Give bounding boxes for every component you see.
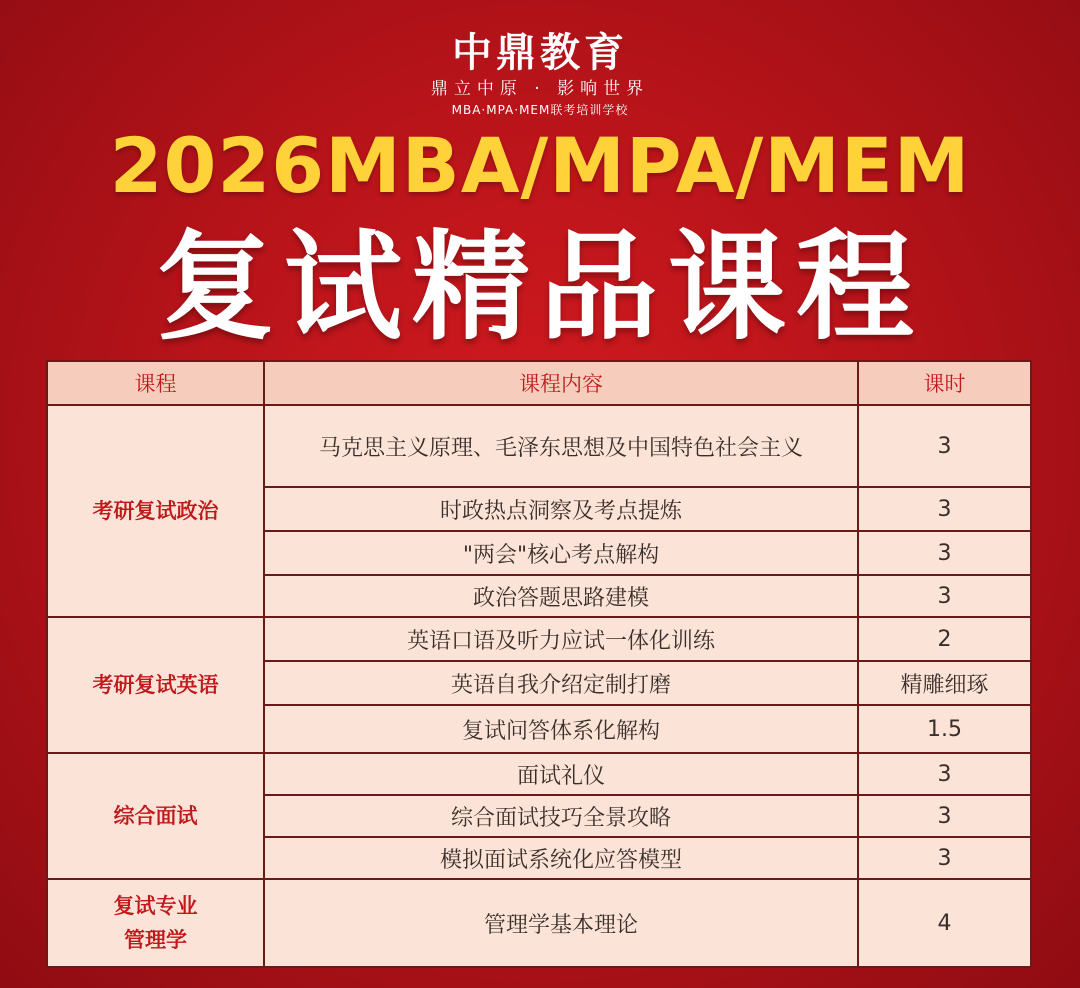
header-course: 课程 (47, 361, 264, 405)
content-cell: 英语自我介绍定制打磨 (264, 661, 858, 705)
hours-cell: 3 (858, 575, 1031, 617)
hours-cell: 2 (858, 617, 1031, 661)
content-cell: 政治答题思路建模 (264, 575, 858, 617)
hours-cell: 3 (858, 795, 1031, 837)
table-row (47, 879, 1031, 967)
content-cell: 面试礼仪 (264, 753, 858, 795)
brand-slogan: 鼎立中原 · 影响世界 (430, 79, 650, 99)
category-cell: 综合面试 (47, 753, 264, 879)
page-title-course: 复试精品课程 (155, 218, 924, 356)
content-cell: 时政热点洞察及考点提炼 (264, 487, 858, 531)
hours-cell: 1.5 (858, 705, 1031, 753)
hours-cell: 3 (858, 405, 1031, 487)
hours-cell: 3 (858, 837, 1031, 879)
hours-cell: 4 (858, 879, 1031, 967)
category-cell (47, 879, 264, 967)
brand-subtitle: MBA·MPA·MEM联考培训学校 (451, 103, 629, 117)
hours-cell: 精雕细琢 (858, 661, 1031, 705)
table-row (47, 405, 1031, 487)
course-table (46, 360, 1032, 968)
content-cell: 综合面试技巧全景攻略 (264, 795, 858, 837)
page-title-programs: 2026MBA/MPA/MEM (109, 121, 971, 210)
category-line-1: 复试专业 (113, 894, 198, 918)
category-line-2: 管理学 (124, 928, 187, 952)
hours-cell: 3 (858, 531, 1031, 575)
content-cell: 管理学基本理论 (264, 879, 858, 967)
header-hours: 课时 (858, 361, 1031, 405)
table-row (47, 617, 1031, 661)
content-cell: 复试问答体系化解构 (264, 705, 858, 753)
brand-header (0, 30, 1080, 118)
category-cell: 考研复试政治 (47, 405, 264, 617)
content-cell: "两会"核心考点解构 (264, 531, 858, 575)
header-content: 课程内容 (264, 361, 858, 405)
content-cell: 模拟面试系统化应答模型 (264, 837, 858, 879)
brand-name: 中鼎教育 (452, 30, 628, 76)
table-header-row (47, 361, 1031, 405)
category-cell: 考研复试英语 (47, 617, 264, 753)
content-cell: 英语口语及听力应试一体化训练 (264, 617, 858, 661)
table-row (47, 753, 1031, 795)
content-cell: 马克思主义原理、毛泽东思想及中国特色社会主义 (264, 405, 858, 487)
hours-cell: 3 (858, 487, 1031, 531)
hours-cell: 3 (858, 753, 1031, 795)
